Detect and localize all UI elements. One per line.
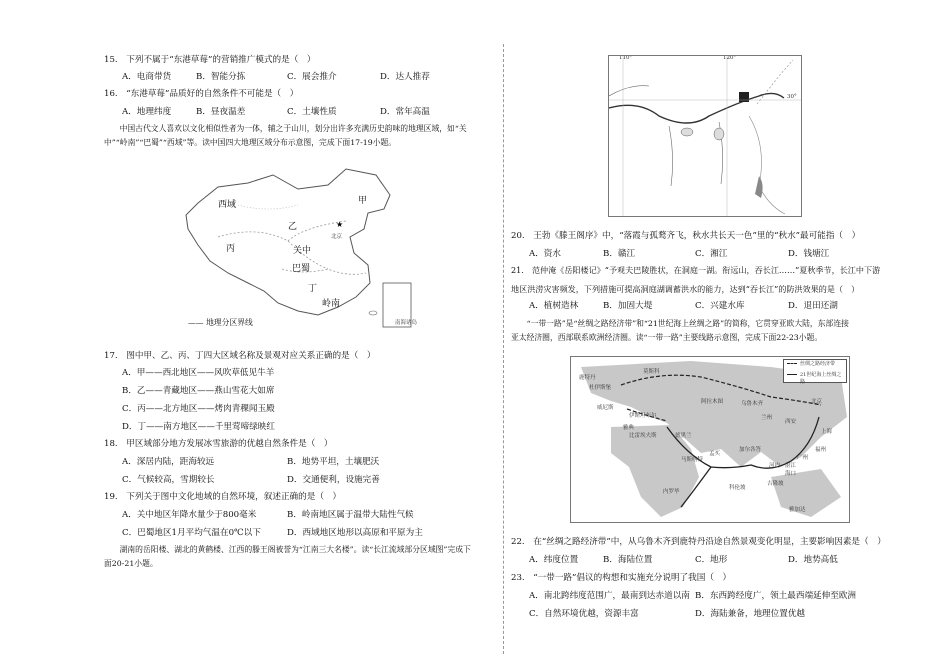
map3-city-jakarta: 雅加达	[789, 507, 806, 513]
q19-option-c[interactable]: C．巴蜀地区1月平均气温在0℃以下	[122, 528, 261, 538]
map-legend-boundary: —— 地理分区界线	[188, 318, 253, 327]
q15-option-a[interactable]: A．电商带货	[122, 72, 172, 82]
question-17-stem: 17. 图中甲、乙、丙、丁四大区域名称及景观对应关系正确的是（ ）	[104, 351, 376, 361]
question-19-stem: 19. 下列关于图中文化地域的自然环境，叙述正确的是（ ）	[104, 492, 342, 502]
question-23-stem: 23. “一带一路”倡议的构想和实施充分说明了我国（ ）	[511, 573, 732, 583]
map3-city-rotterdam: 鹿特丹	[579, 375, 596, 381]
map3-city-tehran: 德黑兰	[675, 433, 692, 439]
yangtze-basin-map	[608, 55, 802, 217]
map3-city-athens: 雅典	[623, 425, 635, 431]
q20-option-d[interactable]: D．钱塘江	[788, 249, 830, 259]
q18-option-d[interactable]: D．交通便利，设施完善	[287, 475, 380, 485]
map3-city-piraeus: 比雷埃夫斯	[629, 433, 657, 439]
q15-option-b[interactable]: B．智能分拣	[196, 72, 246, 82]
belt-road-map	[570, 356, 850, 523]
q21-option-d[interactable]: D．退田还湖	[788, 301, 838, 311]
map3-city-moscow: 莫斯科	[643, 369, 660, 375]
map-label-bashu: 巴蜀	[292, 264, 311, 274]
q16-option-b[interactable]: B．昼夜温差	[196, 107, 246, 117]
q21-option-a[interactable]: A．植树造林	[529, 301, 579, 311]
question-21-stem-1: 21. 范仲淹《岳阳楼记》“予观夫巴陵胜状，在洞庭一湖。衔远山，吞长江……”夏秋季节，长江中下游	[511, 265, 881, 275]
q19-option-d[interactable]: D．西域地区地形以高原和平原为主	[287, 528, 423, 538]
q23-option-b[interactable]: B．东西跨经度广，领土最西端延伸至欧洲	[695, 591, 857, 601]
q18-option-b[interactable]: B．地势平坦，土壤肥沃	[287, 457, 380, 467]
q17-option-d[interactable]: D．丁——南方地区——千里莺啼绿映红	[122, 422, 275, 432]
map-label-beijing: 北京	[331, 234, 343, 240]
q19-option-a[interactable]: A．关中地区年降水量少于800毫米	[122, 510, 257, 520]
map-inset-label: 南海诸岛	[395, 320, 418, 326]
q21-option-c[interactable]: C．兴建水库	[695, 301, 745, 311]
map3-city-shanghai: 上海	[821, 429, 833, 435]
map-label-xiyu: 西域	[218, 200, 237, 210]
q22-option-d[interactable]: D．地势高低	[788, 555, 838, 565]
map3-city-nairobi: 内罗毕	[663, 489, 680, 495]
q15-option-d[interactable]: D．达人推荐	[380, 72, 430, 82]
map-label-yi: 乙	[288, 222, 298, 232]
map3-legend-sea: 21世纪海上丝绸之路	[800, 372, 842, 385]
q16-option-a[interactable]: A．地理纬度	[122, 107, 172, 117]
map3-city-istanbul: 伊斯坦布尔	[629, 413, 657, 419]
q17-option-a[interactable]: A．甲——西北地区——风吹草低见牛羊	[122, 368, 275, 378]
question-21-stem-2: 地区洪涝灾害频发，下列措施可提高洞庭湖调蓄洪水的能力，达到“吞长江”的防洪效果的是（ ）	[511, 284, 860, 294]
map3-city-xian: 西安	[785, 419, 797, 425]
q20-option-b[interactable]: B．赣江	[603, 249, 636, 259]
q18-option-a[interactable]: A．深居内陆，距海较远	[122, 457, 215, 467]
map2-lat-30: 30°	[787, 94, 797, 100]
q23-option-a[interactable]: A．南北跨纬度范围广，最南到达赤道以南	[529, 591, 690, 601]
map3-city-venice: 威尼斯	[597, 405, 614, 411]
map3-city-beijing: 北京	[811, 399, 823, 405]
q18-option-c[interactable]: C．气候较高，雪期较长	[122, 475, 215, 485]
map-label-lingnan: 岭南	[322, 299, 341, 309]
map-label-ding: 丁	[308, 284, 318, 294]
q23-option-c[interactable]: C．自然环境优越，资源丰富	[529, 609, 639, 619]
q16-option-d[interactable]: D．常年高温	[380, 107, 430, 117]
map3-city-zhanjiang: 湛江	[785, 463, 797, 469]
map3-city-fuzhou: 福州	[815, 447, 827, 453]
map-label-jia: 甲	[358, 196, 368, 206]
q20-option-c[interactable]: C．湘江	[695, 249, 728, 259]
question-16-stem: 16. “东港草莓”品质好的自然条件不可能是（ ）	[104, 89, 299, 99]
q22-option-b[interactable]: B．海陆位置	[603, 555, 653, 565]
intro-20-21: 湖南的岳阳楼、湖北的黄鹤楼、江西的滕王阁被誉为“江南三大名楼”。读“长江流域部分区域图”完成下面20-21小题。	[104, 545, 471, 568]
map3-city-haikou: 海口	[785, 471, 797, 477]
q17-option-b[interactable]: B．乙——青藏地区——燕山雪花大如席	[122, 386, 275, 396]
map3-city-guangzhou: 广州	[797, 455, 809, 461]
map3-city-almaty: 阿拉木图	[701, 399, 724, 405]
map3-city-kolkata: 加尔各答	[739, 447, 762, 453]
intro-17-19: 中国古代文人喜欢以文化相似性者为一体，辅之于山川，划分出许多充满历史韵味的地理区域，如“关中”“岭南”“巴蜀”“西域”等。读中国四大地理区域分布示意图，完成下面17-19小题。	[104, 124, 467, 147]
q19-option-b[interactable]: B．岭南地区属于温带大陆性气候	[287, 510, 414, 520]
map3-city-lanzhou: 兰州	[761, 415, 773, 421]
q17-option-c[interactable]: C．丙——北方地区——烤肉青稞闻玉殿	[122, 404, 275, 414]
intro-22-23: “一带一路”是“丝绸之路经济带”和“21世纪海上丝绸之路”的简称，它贯穿亚欧大陆，东部连接亚太经济圈，西部联系欧洲经济圈。读“一带一路”主要线路示意图，完成下面22-23小题。	[511, 319, 849, 342]
map3-city-colombo: 科伦坡	[729, 485, 746, 491]
q23-option-d[interactable]: D．海陆兼备，地理位置优越	[695, 609, 806, 619]
map-label-guanzhong: 关中	[293, 246, 312, 256]
map3-legend-land: 丝绸之路经济带	[800, 361, 836, 367]
map2-lon-110: 110°	[619, 55, 633, 61]
question-20-stem: 20. 王勃《滕王阁序》中，“落霞与孤鹜齐飞，秋水共长天一色”里的“秋水”最可能指（ ）	[511, 231, 861, 241]
q22-option-c[interactable]: C．地形	[695, 555, 728, 565]
column-divider	[503, 44, 504, 654]
map3-city-urumqi: 乌鲁木齐	[741, 401, 764, 407]
q22-option-a[interactable]: A．纬度位置	[529, 555, 579, 565]
map-label-bing: 丙	[226, 244, 236, 254]
q16-option-c[interactable]: C．土壤性质	[287, 107, 337, 117]
map2-lon-120: 120°	[723, 55, 737, 61]
map3-city-kualalumpur: 吉隆坡	[767, 481, 784, 487]
map3-city-duisburg: 杜伊斯堡	[589, 385, 612, 391]
q15-option-c[interactable]: C．展会推介	[287, 72, 337, 82]
svg-text:★: ★	[336, 220, 344, 229]
map3-city-mumbai: 孟买	[709, 451, 721, 457]
q20-option-a[interactable]: A．资水	[529, 249, 561, 259]
question-15-stem: 15. 下列不属于“东港草莓”的营销推广模式的是（ ）	[104, 55, 316, 65]
map3-city-muscat: 马斯喀特	[681, 457, 704, 463]
map3-city-hanoi: 河内	[769, 463, 781, 469]
question-18-stem: 18. 甲区域部分地方发展冰雪旅游的优越自然条件是（ ）	[104, 439, 333, 449]
question-22-stem: 22. 在“丝绸之路经济带”中，从乌鲁木齐到鹿特丹沿途自然景观变化明显，主要影响因素是（ ）	[511, 537, 886, 547]
q21-option-b[interactable]: B．加固大堤	[603, 301, 653, 311]
